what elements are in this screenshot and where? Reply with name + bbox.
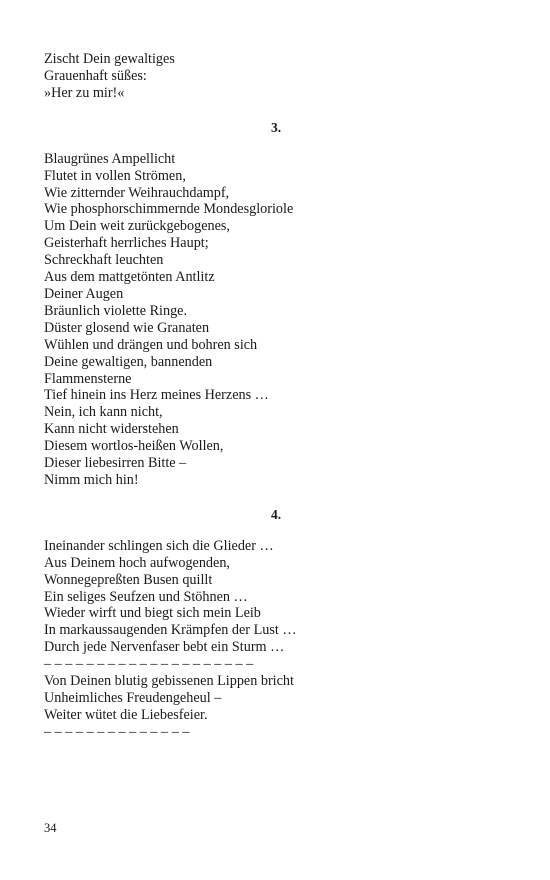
heading-gap: [44, 523, 484, 538]
stanza-gap: [44, 489, 484, 506]
verse-line: Diesem wortlos-heißen Wollen,: [44, 438, 224, 455]
verse-line: Grauenhaft süßes:: [44, 67, 147, 84]
dash-line: – – – – – – – – – – – – – – – – – – – –: [44, 656, 254, 673]
verse-line: Flutet in vollen Strömen,: [44, 167, 186, 184]
verse-line: Blaugrünes Ampellicht: [44, 150, 176, 167]
page-body: [44, 51, 484, 741]
verse-line: Düster glosend wie Granaten: [44, 319, 210, 336]
verse-line: »Her zu mir!«: [44, 84, 125, 101]
verse-line: Nimm mich hin!: [44, 471, 139, 488]
verse-line: Nein, ich kann nicht,: [44, 404, 163, 421]
verse-line: Ein seliges Seufzen und Stöhnen …: [44, 588, 248, 605]
verse-line: Ineinander schlingen sich die Glieder …: [44, 537, 274, 554]
verse-line: Schreckhaft leuchten: [44, 252, 164, 269]
heading-gap: [44, 136, 484, 151]
section-3-stanza: [44, 151, 484, 489]
verse-line: Wonnegepreßten Busen quillt: [44, 571, 213, 588]
page-number: 34: [44, 821, 57, 835]
verse-line: Von Deinen blutig gebissenen Lippen bricht: [44, 673, 294, 690]
verse-line: Tief hinein ins Herz meines Herzens …: [44, 387, 269, 404]
verse-line: Wühlen und drängen und bohren sich: [44, 336, 258, 353]
verse-line: Flammensterne: [44, 370, 132, 387]
stanza-gap: [44, 102, 484, 119]
verse-line: Aus Deinem hoch aufwogenden,: [44, 554, 230, 571]
verse-line: Deine gewaltigen, bannenden: [44, 353, 213, 370]
section-4-stanza: [44, 538, 484, 741]
verse-line: Wie phosphorschimmernde Mondesgloriole: [44, 201, 294, 218]
verse-line: Wieder wirft und biegt sich mein Leib: [44, 605, 261, 622]
verse-line: Dieser liebesirren Bitte –: [44, 455, 187, 472]
verse-line: Um Dein weit zurückgebogenes,: [44, 218, 230, 235]
verse-line: In markaussaugenden Krämpfen der Lust …: [44, 622, 297, 639]
dash-line: – – – – – – – – – – – – – –: [44, 723, 190, 740]
verse-line: Wie zitternder Weihrauchdampf,: [44, 184, 230, 201]
section-heading-4: 4.: [270, 506, 282, 522]
section-heading-3: 3.: [270, 119, 282, 135]
verse-line: Zischt Dein gewaltiges: [44, 51, 175, 67]
verse-line: Unheimliches Freudengeheul –: [44, 690, 222, 706]
verse-line: Aus dem mattgetönten Antlitz: [44, 269, 215, 286]
verse-line: Bräunlich violette Ringe.: [44, 302, 188, 319]
verse-line: Weiter wütet die Liebesfeier.: [44, 706, 208, 723]
verse-line: Durch jede Nervenfaser bebt ein Sturm …: [44, 639, 285, 656]
verse-line: Kann nicht widerstehen: [44, 421, 179, 438]
verse-line: Deiner Augen: [44, 285, 124, 302]
verse-line: Geisterhaft herrliches Haupt;: [44, 235, 209, 252]
opening-stanza: [44, 51, 484, 102]
